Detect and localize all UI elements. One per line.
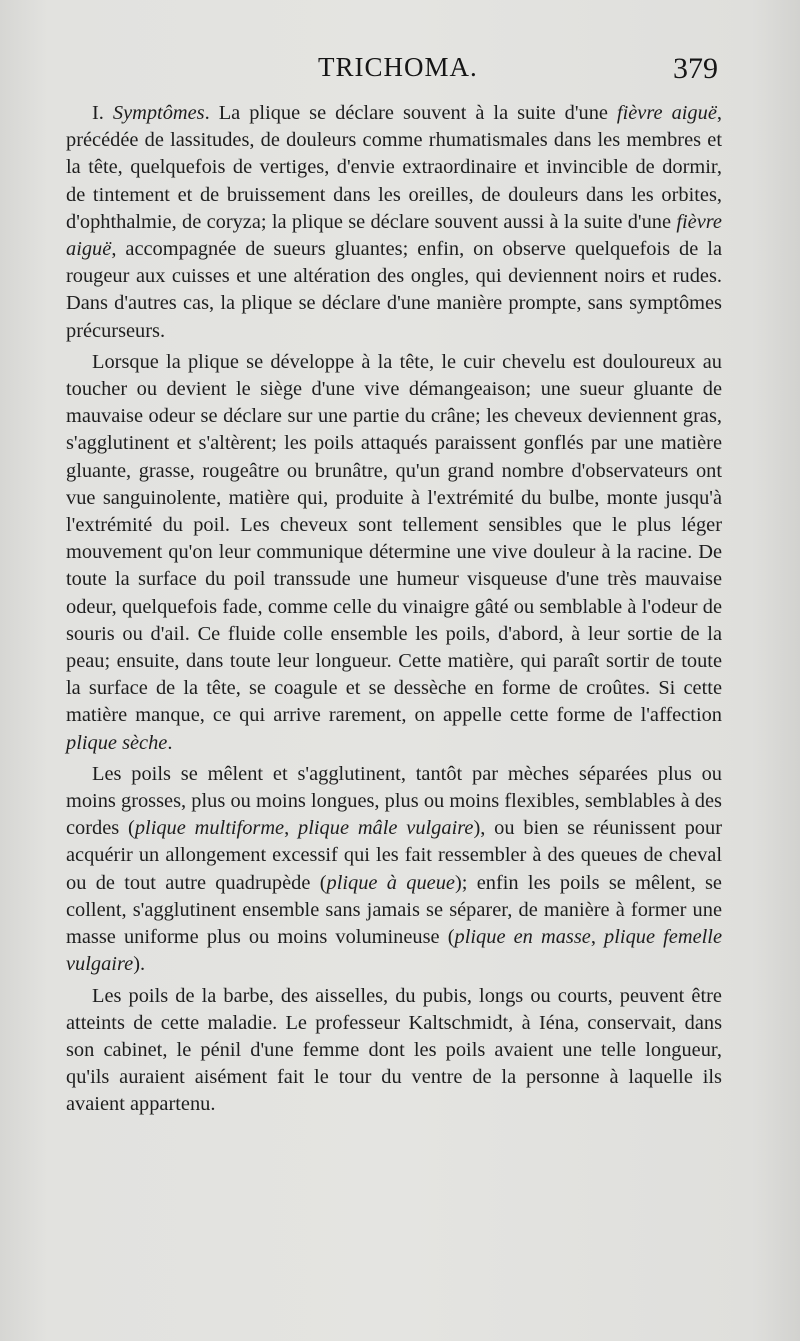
- running-title: TRICHOMA.: [318, 52, 478, 82]
- text-run: Lorsque la plique se développe à la tête, le cuir chevelu est douloureux au toucher ou devient le siège d'une vive démangeaison; une sueur gluante de mauvaise odeur se déclare sur une partie du crâne; les cheveux deviennent gras, s'agglutinent et s'altèrent; les poils attaqués paraissent gonflés par une matière gluante, grasse, rougeâtre ou brunâtre, qu'un grand nombre d'observateurs ont vue sanguinolente, matière qui, produite à l'extrémité du bulbe, monte jusqu'à l'extrémité du poil. Les cheveux sont tellement sensibles que le plus léger mouvement qu'on leur communique détermine une vive douleur à la racine. De toute la surface du poil transsude une humeur visqueuse d'une très mauvaise odeur, quelquefois fade, comme celle du vinaigre gâté ou semblable à l'odeur de souris ou d'ail. Ce fluide colle ensemble les poils, d'abord, à leur sortie de la peau; ensuite, dans toute leur longueur. Cette matière, qui paraît sortir de toute la surface de la tête, se coagule et se dessèche en forme de croûtes. Si cette matière manque, ce qui arrive rarement, on appelle cette forme de l'affection: [66, 350, 722, 727]
- text-run: ,: [284, 817, 299, 840]
- italic-run: plique multiforme: [134, 817, 285, 840]
- italic-run: plique sèche: [66, 731, 168, 754]
- text-run: I.: [92, 102, 113, 124]
- text-run: ), ou bien se réunissent pour acquérir un allongement excessif qui les fait ressembler à des queues de cheval ou de tout autre quadrupède (: [66, 817, 722, 894]
- text-run: , précédée de lassitudes, de douleurs comme rhumatismales dans les membres et la tête, quelquefois de vertiges, d'envie extraordinaire et invincible de dormir, de tintement et de bruissement dans les oreilles, de douleurs dans les orbites, d'ophthalmie, de coryza; la plique se déclare souvent aussi à la suite d'une: [66, 102, 722, 233]
- page-number: 379: [673, 52, 718, 85]
- italic-run: plique mâle vulgaire: [298, 817, 474, 840]
- text-run: ).: [133, 953, 146, 976]
- paragraph-other-hair: [66, 983, 722, 1119]
- italic-run: fièvre aiguë: [66, 210, 722, 261]
- italic-run: plique femelle vulgaire: [66, 926, 723, 976]
- paragraph-forms: [66, 761, 722, 979]
- italic-run: plique en masse: [454, 926, 591, 949]
- italic-run: plique à queue: [326, 871, 455, 894]
- text-run: , accompagnée de sueurs gluantes; enfin, on observe quelquefois de la rougeur aux cuisses et une altération des ongles, qui deviennent noirs et rudes. Dans d'autres cas, la plique se déclare d'une manière prompte, sans symptômes précurseurs.: [66, 238, 722, 342]
- text-run: Les poils se mêlent et s'agglutinent, tantôt par mèches séparées plus ou moins grosses, plus ou moins longues, plus ou moins flexibles, semblables à des cordes (: [66, 762, 722, 840]
- italic-run: fièvre aiguë: [616, 102, 717, 124]
- body-text: [66, 100, 722, 1119]
- italic-run: Symptômes: [112, 102, 205, 124]
- text-run: ); enfin les poils se mêlent, se collent, s'agglutinent ensemble sans jamais se séparer, de manière à former une masse uniforme plus ou moins volumineuse (: [66, 871, 722, 949]
- text-run: Les poils de la barbe, des aisselles, du pubis, longs ou courts, peuvent être atteints de cette maladie. Le professeur Kaltschmidt, à Iéna, conservait, dans son cabinet, le pénil d'une femme dont les poils avaient une telle longueur, qu'ils auraient aisément fait le tour du ventre de la personne à laquelle ils avaient appartenu.: [66, 984, 722, 1116]
- text-run: .: [167, 731, 173, 754]
- text-run: ,: [590, 926, 605, 949]
- running-head: [0, 52, 800, 92]
- paragraph-scalp: [66, 349, 722, 757]
- text-run: . La plique se déclare souvent à la suite d'une: [204, 102, 617, 124]
- paragraph-symptomes: [66, 100, 722, 345]
